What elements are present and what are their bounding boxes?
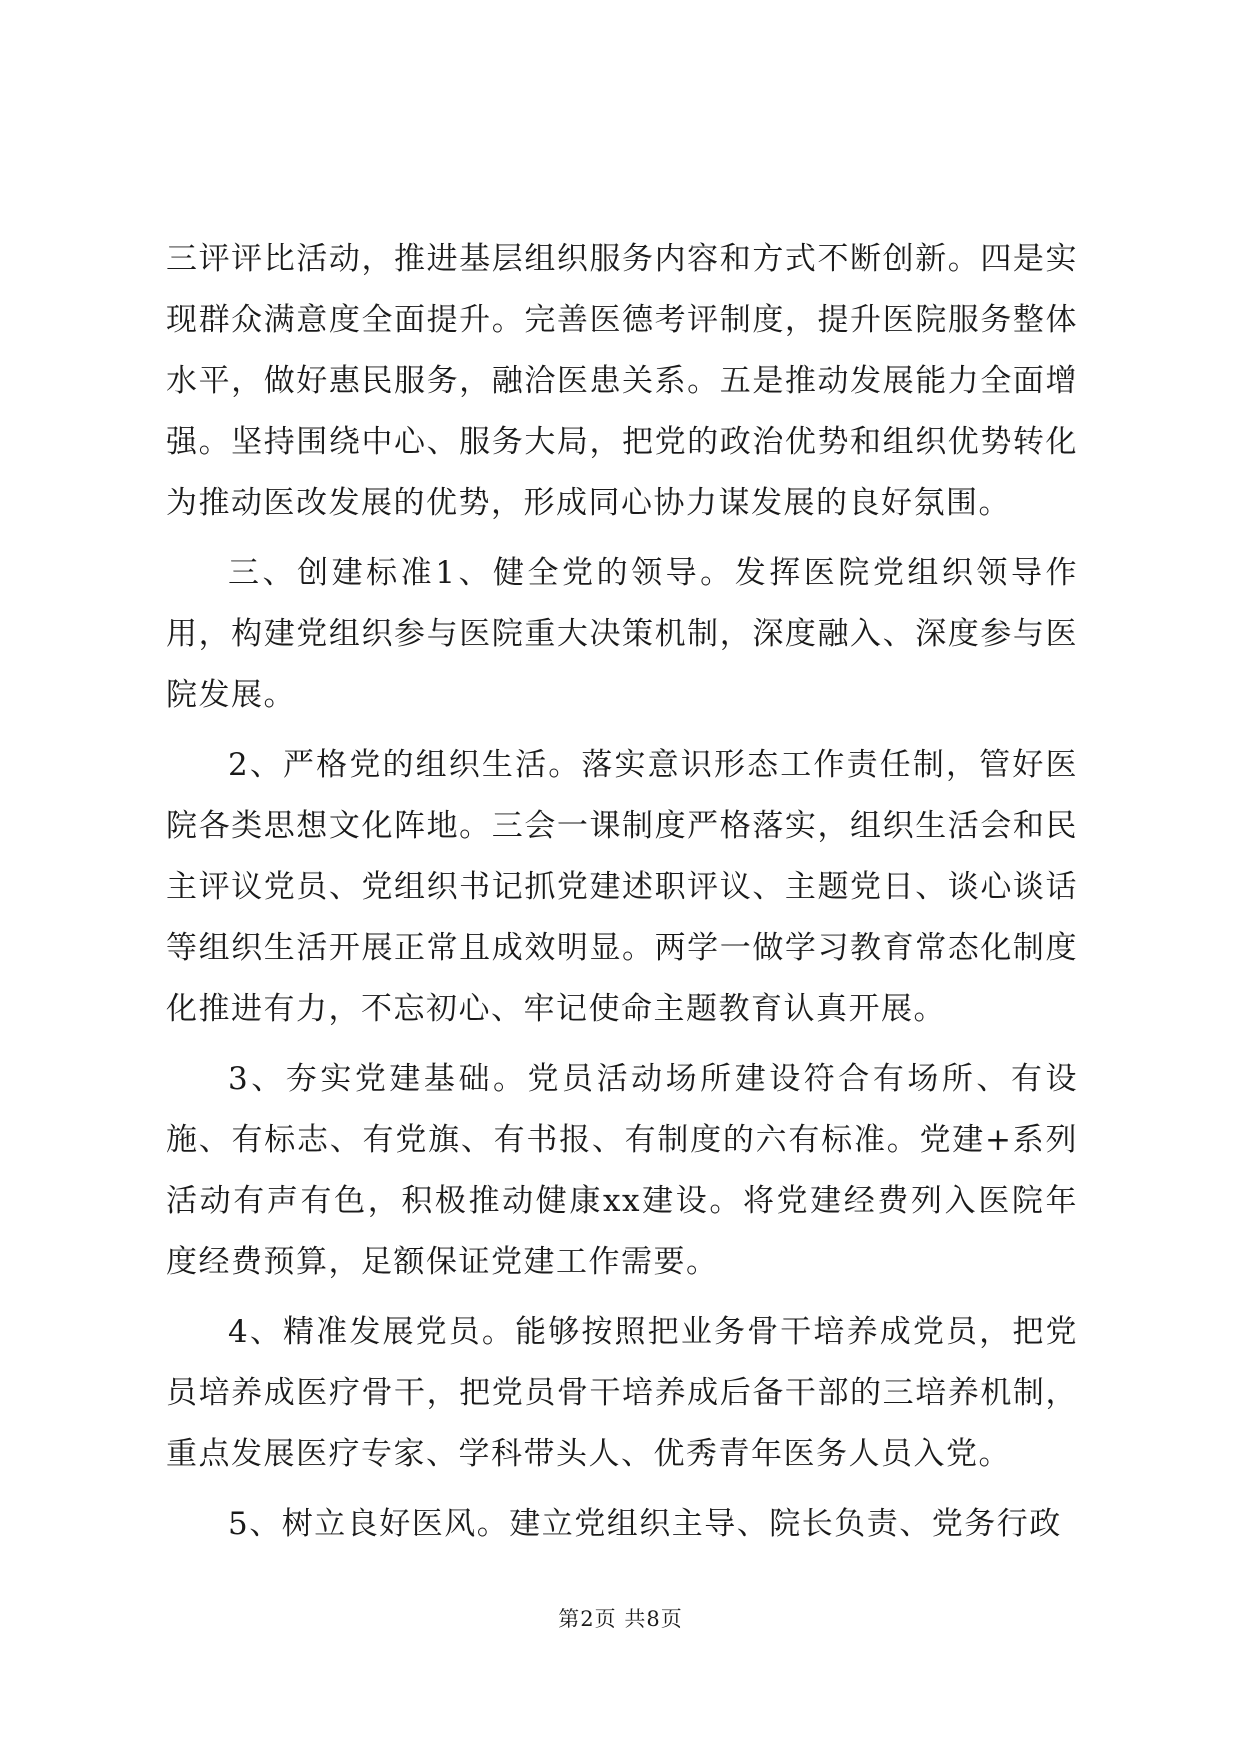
paragraph-creation-standard-1: 三、创建标准1、健全党的领导。发挥医院党组织领导作用，构建党组织参与医院重大决策机制，深度融入、深度参与医院发展。 xyxy=(166,555,1078,713)
document-body xyxy=(166,229,1078,1564)
page-number-footer: 第2页 共8页 xyxy=(558,1607,683,1631)
paragraph-continuation: 三评评比活动，推进基层组织服务内容和方式不断创新。四是实现群众满意度全面提升。完善医德考评制度，提升医院服务整体水平，做好惠民服务，融洽医患关系。五是推动发展能力全面增强。坚持围绕中心、服务大局，把党的政治优势和组织优势转化为推动医改发展的优势，形成同心协力谋发展的良好氛围。 xyxy=(166,241,1078,521)
paragraph-creation-standard-5: 5、树立良好医风。建立党组织主导、院长负责、党务行政 xyxy=(228,1506,1062,1542)
paragraph-creation-standard-3: 3、夯实党建基础。党员活动场所建设符合有场所、有设施、有标志、有党旗、有书报、有制度的六有标准。党建+系列活动有声有色，积极推动健康xx建设。将党建经费列入医院年度经费预算，足额保证党建工作需要。 xyxy=(166,1061,1078,1280)
paragraph-creation-standard-4: 4、精准发展党员。能够按照把业务骨干培养成党员，把党员培养成医疗骨干，把党员骨干培养成后备干部的三培养机制，重点发展医疗专家、学科带头人、优秀青年医务人员入党。 xyxy=(166,1314,1078,1472)
paragraph-creation-standard-2: 2、严格党的组织生活。落实意识形态工作责任制，管好医院各类思想文化阵地。三会一课制度严格落实，组织生活会和民主评议党员、党组织书记抓党建述职评议、主题党日、谈心谈话等组织生活开展正常且成效明显。两学一做学习教育常态化制度化推进有力，不忘初心、牢记使命主题教育认真开展。 xyxy=(166,747,1078,1027)
